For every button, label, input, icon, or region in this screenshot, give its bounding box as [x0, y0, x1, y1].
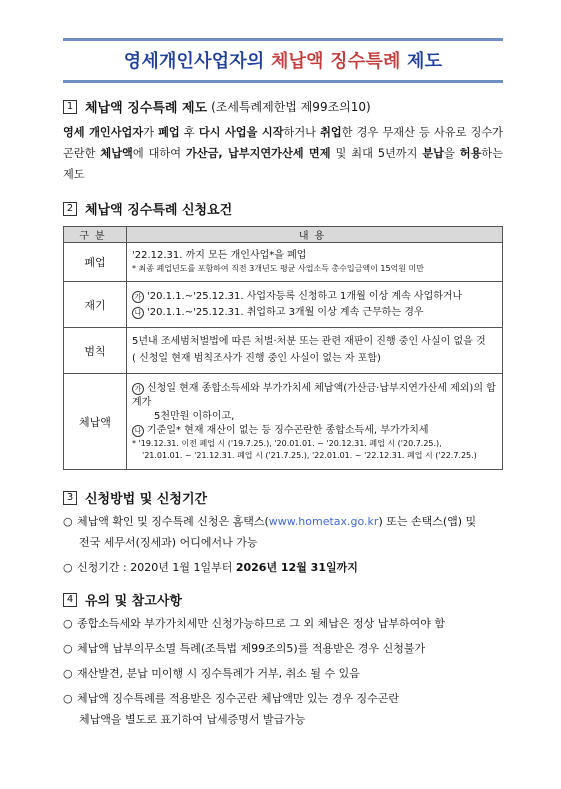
- circled-mark: 나: [132, 307, 144, 319]
- row-footnote: * 최종 폐업년도를 포함하여 직전 3개년도 평균 사업소득 총수입금액이 15억원 미만: [132, 264, 424, 273]
- para-term-arrears: 체납액: [100, 147, 133, 160]
- para-text: 후: [179, 126, 199, 139]
- table-row-closure: [64, 243, 503, 282]
- para-term-exemption: 가산금, 납부지연가산세 면제: [185, 147, 331, 160]
- hometax-link[interactable]: www.hometax.go.kr: [268, 515, 379, 528]
- bullet-icon: ○: [63, 667, 73, 680]
- bullet-icon: ○: [63, 642, 73, 655]
- item-deadline: 2026년 12월 31일까지: [235, 561, 358, 574]
- item-text: ) 또는 손택스(앱) 및: [378, 515, 477, 528]
- table-header-row: [64, 227, 503, 243]
- row-key: 재기: [64, 282, 127, 328]
- row-line: 5천만원 이하이고,: [154, 410, 235, 422]
- para-text: 에 대하여: [132, 147, 186, 160]
- row-value: [127, 374, 503, 470]
- para-text: 한 경우 무재산 등 사유로 징수가 곤란한: [63, 126, 503, 160]
- section1-number: 1: [63, 100, 77, 114]
- row-key: 체납액: [64, 374, 127, 470]
- section2-number: 2: [63, 202, 77, 216]
- section3-header: [63, 488, 503, 507]
- list-item: [63, 663, 503, 684]
- para-term-employment: 취업: [320, 126, 342, 139]
- row-line-text: '20.1.1.~'25.12.31. 취업하고 3개월 이상 계속 근무하는 경우: [147, 306, 424, 318]
- row-line-text: 신청일 현재 종합소득세와 부가가치세 체납액(가산금·납부지연가산세 제외)의 합계가: [132, 382, 496, 408]
- row-line: 5년내 조세범처벌법에 따른 처벌·처분 또는 관련 재판이 진행 중인 사실이 없을 것: [132, 336, 486, 347]
- list-item: [63, 613, 503, 634]
- row-value: [127, 328, 503, 374]
- row-value: [127, 282, 503, 328]
- list-item: [63, 688, 503, 730]
- table-row-restart: [64, 282, 503, 328]
- table-row-violation: [64, 328, 503, 374]
- item-text: 재산발견, 분납 미이행 시 징수특례가 거부, 취소 될 수 있음: [77, 667, 360, 680]
- section1-paragraph: [63, 122, 503, 185]
- para-term-installment: 분납: [422, 147, 444, 160]
- item-continuation: 체납액을 별도로 표기하여 납세증명서 발급가능: [79, 713, 306, 726]
- table-header-key: 구분: [64, 227, 127, 243]
- item-continuation: 전국 세무서(징세과) 어디에서나 가능: [79, 536, 258, 549]
- section4-number: 4: [63, 593, 77, 607]
- item-text: 종합소득세와 부가가치세만 신청가능하므로 그 외 체납은 정상 납부하여야 함: [77, 617, 446, 630]
- para-text: 을: [443, 147, 460, 160]
- row-line-text: '20.1.1.~'25.12.31. 사업자등록 신청하고 1개월 이상 계속 사업하거나: [147, 290, 463, 302]
- item-text: 신청기간 : 2020년 1월 1일부터: [77, 561, 236, 574]
- row-line: [132, 382, 497, 410]
- list-item: [63, 638, 503, 659]
- row-line-text: 기준일* 현재 재산이 없는 등 징수곤란한 종합소득세, 부가가치세: [147, 424, 429, 436]
- para-text: 및 최대 5년까지: [330, 147, 423, 160]
- bullet-icon: ○: [63, 515, 73, 528]
- list-item: [63, 557, 503, 578]
- para-term-allow: 허용: [459, 147, 482, 160]
- item-text: 체납액 확인 및 징수특례 신청은 홈택스(: [77, 515, 269, 528]
- para-term-sole-proprietor: 영세 개인사업자: [63, 126, 144, 139]
- section3-number: 3: [63, 491, 77, 505]
- item-text: 체납액 징수특례를 적용받은 징수곤란 체납액만 있는 경우 징수곤란: [77, 692, 400, 705]
- section4-header: [63, 590, 503, 609]
- title-part2: 체납액 징수특례: [270, 51, 401, 72]
- row-line: [132, 306, 497, 320]
- document: [63, 38, 503, 730]
- table-row-arrears: [64, 374, 503, 470]
- bullet-icon: ○: [63, 692, 73, 705]
- section4-heading: 유의 및 참고사항: [85, 594, 182, 609]
- para-text: 하는 제도: [63, 147, 504, 181]
- section2-heading: 체납액 징수특례 신청요건: [85, 203, 233, 218]
- row-key: 폐업: [64, 243, 127, 282]
- title-part1: 영세개인사업자의: [123, 51, 271, 72]
- circled-mark: 나: [132, 425, 144, 437]
- item-text: 체납액 납부의무소멸 특례(조특법 제99조의5)를 적용받은 경우 신청불가: [77, 642, 426, 655]
- bullet-icon: ○: [63, 617, 73, 630]
- para-term-closure: 폐업: [158, 126, 180, 139]
- title-banner: [63, 38, 503, 83]
- row-line: [132, 290, 497, 304]
- section1-law: (조세특례제한법 제99조의10): [211, 100, 371, 114]
- row-line: [132, 424, 497, 438]
- row-footnote: * '19.12.31. 이전 폐업 시 ('19.7.25.), '20.01.01. ~ '20.12.31. 폐업 시 ('20.7.25.),: [132, 438, 442, 448]
- circled-mark: 가: [132, 291, 144, 303]
- para-text: 가: [143, 126, 159, 139]
- row-line: '22.12.31. 까지 모든 개인사업*을 폐업: [132, 250, 307, 261]
- row-key: 범칙: [64, 328, 127, 374]
- row-value: [127, 243, 503, 282]
- table-header-value: 내용: [127, 227, 503, 243]
- para-term-restart: 다시 사업을 시작: [198, 126, 284, 139]
- row-footnote: '21.01.01. ~ '21.12.31. 폐업 시 ('21.7.25.), '22.01.01. ~ '22.12.31. 폐업 시 ('22.7.25.): [142, 450, 477, 460]
- title-part3: 제도: [400, 51, 443, 72]
- bullet-icon: ○: [63, 561, 73, 574]
- section3-heading: 신청방법 및 신청기간: [85, 492, 208, 507]
- circled-mark: 가: [132, 383, 144, 395]
- requirements-table: [63, 226, 503, 470]
- section1-heading: 체납액 징수특례 제도: [85, 101, 208, 116]
- list-item: [63, 511, 503, 553]
- section1-header: [63, 97, 503, 116]
- row-line: ( 신청일 현재 범칙조사가 진행 중인 사실이 없는 자 포함): [132, 353, 381, 364]
- section2-header: [63, 199, 503, 218]
- para-text: 하거나: [283, 126, 321, 139]
